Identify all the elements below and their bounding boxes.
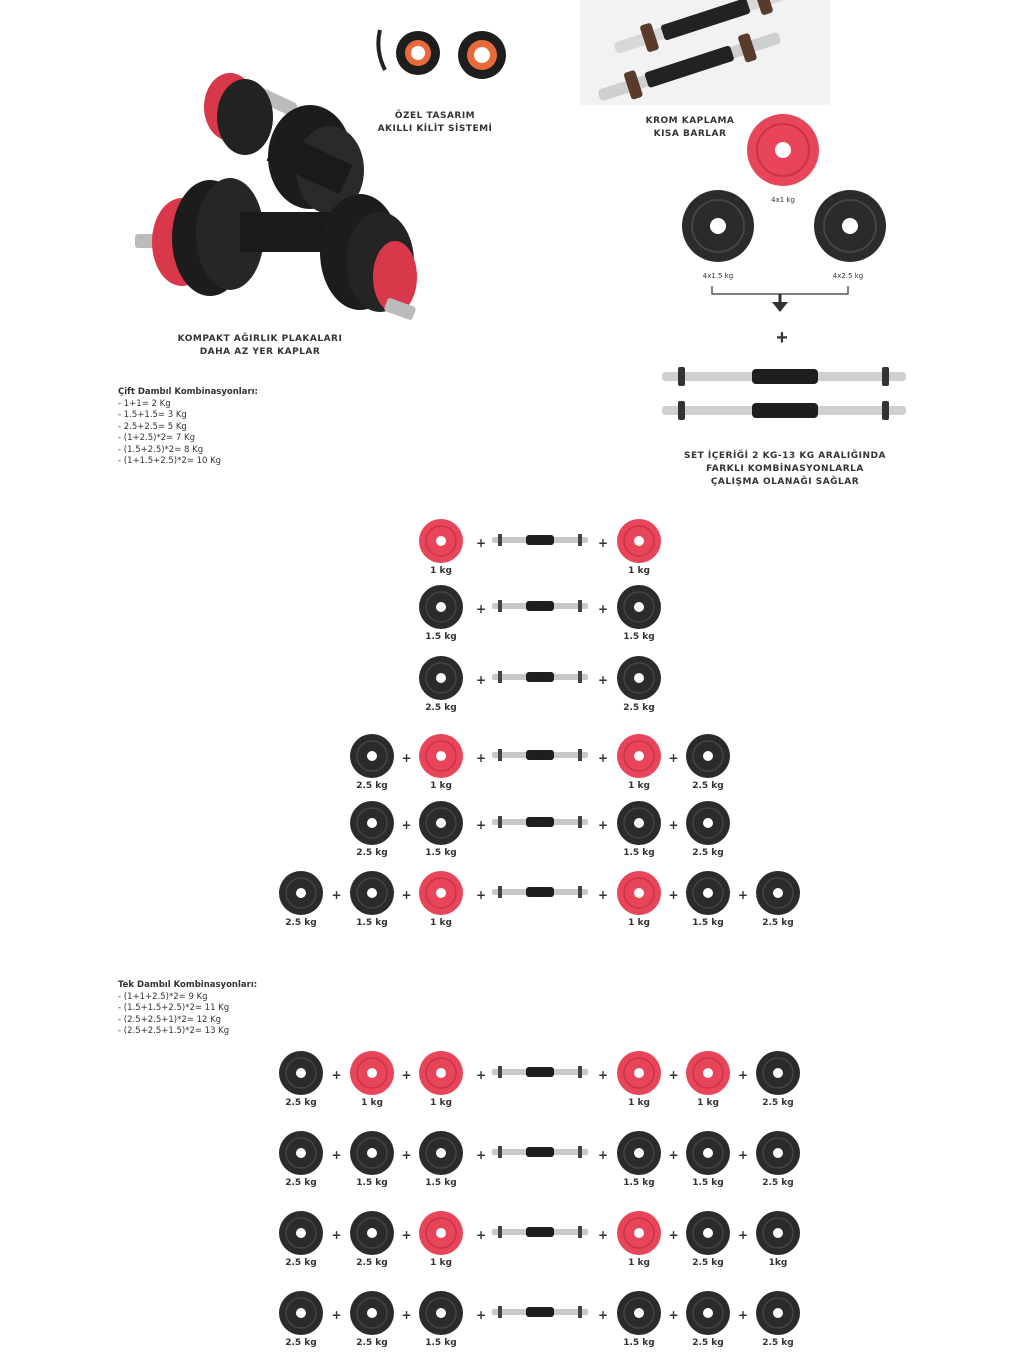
black-plate-icon xyxy=(349,870,395,916)
plate-15kg-label: 4x1.5 kg xyxy=(702,272,734,280)
plate-cell xyxy=(614,870,664,928)
plate-25kg-label: 4x2.5 kg xyxy=(832,272,864,280)
plus-sign: + xyxy=(475,1068,487,1082)
plus-sign: + xyxy=(597,818,609,832)
plate-cell xyxy=(753,1050,803,1108)
single-combo-title: Tek Dambıl Kombinasyonları: xyxy=(118,980,258,990)
plate-cell xyxy=(753,1210,803,1268)
plate-cell xyxy=(614,800,664,858)
plate-weight-label: 2.5 kg xyxy=(762,1338,794,1348)
plate-weight-label: 1 kg xyxy=(628,1258,650,1268)
black-plate-icon xyxy=(755,1050,801,1096)
plate-cell xyxy=(276,1130,326,1188)
plate-weight-label: 2.5 kg xyxy=(356,781,388,791)
single-combo-item: - (2.5+2.5+1)*2= 12 Kg xyxy=(118,1014,222,1025)
red-plate-icon xyxy=(685,1050,731,1096)
plus-sign: + xyxy=(401,818,412,832)
plate-cell xyxy=(614,584,664,642)
plate-cell xyxy=(683,800,733,858)
plate-weight-label: 2.5 kg xyxy=(285,1258,317,1268)
plate-weight-label: 2.5 kg xyxy=(623,703,655,713)
black-plate-icon xyxy=(278,1210,324,1256)
black-plate-icon xyxy=(349,1130,395,1176)
plus-sign: + xyxy=(597,751,609,765)
plate-cell xyxy=(416,1050,466,1108)
plus-sign: + xyxy=(475,1148,487,1162)
plate-weight-label: 1.5 kg xyxy=(356,918,388,928)
plus-sign: + xyxy=(597,888,609,902)
plate-weight-label: 1 kg xyxy=(430,918,452,928)
plate-cell xyxy=(614,518,664,576)
plate-weight-label: 2.5 kg xyxy=(692,781,724,791)
plate-cell xyxy=(683,733,733,791)
plate-weight-label: 1 kg xyxy=(628,918,650,928)
plate-weight-label: 2.5 kg xyxy=(356,1258,388,1268)
plate-weight-label: 1 kg xyxy=(430,1258,452,1268)
red-plate-icon xyxy=(616,870,662,916)
red-plate-1kg-image xyxy=(745,112,821,188)
double-combo-list xyxy=(118,387,258,468)
plate-weight-label: 1.5 kg xyxy=(425,632,457,642)
plate-weight-label: 1kg xyxy=(768,1258,788,1268)
plate-cell xyxy=(614,1210,664,1268)
double-combo-item: - (1+1.5+2.5)*2= 10 Kg xyxy=(118,456,222,466)
plate-cell xyxy=(416,655,466,713)
plus-sign: + xyxy=(668,1308,679,1322)
bars-caption: KROM KAPLAMA KISA BARLAR xyxy=(645,116,735,139)
plate-cell xyxy=(614,1130,664,1188)
black-plate-icon xyxy=(278,1050,324,1096)
plate-cell xyxy=(753,870,803,928)
black-plate-icon xyxy=(418,584,464,630)
plus-sign: + xyxy=(668,888,679,902)
plate-cell xyxy=(416,584,466,642)
plus-sign: + xyxy=(401,1228,412,1242)
plate-cell xyxy=(614,655,664,713)
plate-cell xyxy=(416,1290,466,1348)
plate-cell xyxy=(683,1050,733,1108)
plate-weight-label: 1.5 kg xyxy=(623,1178,655,1188)
double-combo-item: - 1.5+1.5= 3 Kg xyxy=(118,410,187,420)
plus-sign: + xyxy=(737,1308,749,1322)
plate-weight-label: 1.5 kg xyxy=(356,1178,388,1188)
plus-sign: + xyxy=(776,327,788,349)
red-plate-icon xyxy=(616,733,662,779)
short-bar-icon xyxy=(492,1305,588,1319)
plus-sign: + xyxy=(668,751,679,765)
plate-cell xyxy=(753,1130,803,1188)
black-plate-icon xyxy=(278,1130,324,1176)
plate-1kg-label: 4x1 kg xyxy=(771,196,795,204)
plate-cell xyxy=(753,1290,803,1348)
plus-sign: + xyxy=(475,536,487,550)
plate-weight-label: 1.5 kg xyxy=(425,1338,457,1348)
plus-sign: + xyxy=(737,888,749,902)
black-plate-icon xyxy=(616,1130,662,1176)
black-plate-icon xyxy=(755,1130,801,1176)
plate-weight-label: 2.5 kg xyxy=(692,1338,724,1348)
red-plate-icon xyxy=(349,1050,395,1096)
plate-weight-label: 1.5 kg xyxy=(425,848,457,858)
plus-sign: + xyxy=(597,1148,609,1162)
plate-weight-label: 1 kg xyxy=(628,1098,650,1108)
black-plate-icon xyxy=(685,1130,731,1176)
combination-row xyxy=(0,1290,1024,1360)
plus-sign: + xyxy=(737,1148,749,1162)
plate-cell xyxy=(347,870,397,928)
plate-cell xyxy=(614,1050,664,1108)
plate-weight-label: 2.5 kg xyxy=(692,1258,724,1268)
short-bar-icon xyxy=(492,670,588,684)
plate-weight-label: 2.5 kg xyxy=(762,918,794,928)
black-plate-icon xyxy=(349,1210,395,1256)
combination-row xyxy=(0,1050,1024,1120)
plate-cell xyxy=(347,1210,397,1268)
plate-weight-label: 1 kg xyxy=(430,1098,452,1108)
single-combo-item: - (1.5+1.5+2.5)*2= 11 Kg xyxy=(118,1003,230,1013)
plate-cell xyxy=(683,1210,733,1268)
plus-sign: + xyxy=(401,751,412,765)
plate-cell xyxy=(683,1130,733,1188)
plus-sign: + xyxy=(475,602,487,616)
double-combo-item: - (1.5+2.5)*2= 8 Kg xyxy=(118,444,204,455)
single-combo-list xyxy=(118,980,257,1038)
red-plate-icon xyxy=(418,518,464,564)
single-combo-item: - (2.5+2.5+1.5)*2= 13 Kg xyxy=(118,1026,230,1036)
combination-row xyxy=(0,1210,1024,1280)
plate-weight-label: 1 kg xyxy=(697,1098,719,1108)
plus-sign: + xyxy=(475,1308,487,1322)
plus-sign: + xyxy=(331,1308,342,1322)
plate-cell xyxy=(416,733,466,791)
plate-weight-label: 2.5 kg xyxy=(762,1178,794,1188)
combination-row xyxy=(0,518,1024,588)
black-plate-icon xyxy=(685,1210,731,1256)
black-plate-icon xyxy=(755,870,801,916)
plate-cell xyxy=(276,1210,326,1268)
plate-cell xyxy=(276,1050,326,1108)
bracket-arrow-icon xyxy=(700,282,860,318)
plate-weight-label: 2.5 kg xyxy=(425,703,457,713)
black-plate-icon xyxy=(349,733,395,779)
plate-weight-label: 1 kg xyxy=(628,566,650,576)
plus-sign: + xyxy=(331,1068,342,1082)
chrome-bars-image xyxy=(580,0,830,105)
black-plate-icon xyxy=(349,1290,395,1336)
plate-weight-label: 1 kg xyxy=(430,781,452,791)
plus-sign: + xyxy=(668,818,679,832)
plate-cell xyxy=(614,733,664,791)
combination-row xyxy=(0,1130,1024,1200)
plus-sign: + xyxy=(597,1068,609,1082)
plate-weight-label: 1.5 kg xyxy=(623,632,655,642)
plate-weight-label: 2.5 kg xyxy=(285,918,317,928)
black-plate-icon xyxy=(418,1130,464,1176)
black-plate-icon xyxy=(349,800,395,846)
single-combo-item: - (1+1+2.5)*2= 9 Kg xyxy=(118,991,208,1002)
combination-row xyxy=(0,584,1024,654)
plate-cell xyxy=(416,870,466,928)
plus-sign: + xyxy=(597,1228,609,1242)
plus-sign: + xyxy=(597,536,609,550)
plate-cell xyxy=(347,1290,397,1348)
black-plate-icon xyxy=(278,1290,324,1336)
plate-cell xyxy=(416,518,466,576)
plus-sign: + xyxy=(475,673,487,687)
plate-cell xyxy=(683,870,733,928)
black-plate-icon xyxy=(616,655,662,701)
plate-cell xyxy=(347,1050,397,1108)
short-bar-icon xyxy=(492,748,588,762)
black-plate-icon xyxy=(685,1290,731,1336)
short-bar-icon xyxy=(492,1065,588,1079)
black-plate-icon xyxy=(755,1210,801,1256)
plate-weight-label: 1.5 kg xyxy=(692,1178,724,1188)
black-plate-icon xyxy=(616,1290,662,1336)
red-plate-icon xyxy=(418,733,464,779)
black-plate-icon xyxy=(616,800,662,846)
plate-weight-label: 1 kg xyxy=(430,566,452,576)
lock-collar-image xyxy=(370,15,515,85)
black-plate-15kg-image xyxy=(680,188,756,264)
long-bars-image xyxy=(660,360,910,430)
double-combo-item: - 1+1= 2 Kg xyxy=(118,398,171,409)
set-caption: SET İÇERİĞİ 2 KG-13 KG ARALIĞINDA FARKLI KOMBİNASYONLARLA ÇALIŞMA OLANAĞI SAĞLAR xyxy=(684,451,886,487)
plate-weight-label: 1.5 kg xyxy=(623,1338,655,1348)
black-plate-icon xyxy=(418,800,464,846)
short-bar-icon xyxy=(492,815,588,829)
plate-cell xyxy=(347,733,397,791)
plus-sign: + xyxy=(737,1068,749,1082)
black-plate-25kg-image xyxy=(812,188,888,264)
plates-caption: KOMPAKT AĞIRLIK PLAKALARI DAHA AZ YER KAPLAR xyxy=(177,334,343,357)
plus-sign: + xyxy=(401,1068,412,1082)
double-combo-title: Çift Dambıl Kombinasyonları: xyxy=(118,387,258,397)
plate-weight-label: 2.5 kg xyxy=(762,1098,794,1108)
plate-cell xyxy=(416,1130,466,1188)
plate-cell xyxy=(416,1210,466,1268)
plate-weight-label: 2.5 kg xyxy=(285,1098,317,1108)
plus-sign: + xyxy=(475,751,487,765)
plate-cell xyxy=(347,800,397,858)
double-combo-item: - (1+2.5)*2= 7 Kg xyxy=(118,433,196,443)
short-bar-icon xyxy=(492,599,588,613)
combination-row xyxy=(0,800,1024,870)
plate-weight-label: 1 kg xyxy=(628,781,650,791)
plus-sign: + xyxy=(331,888,342,902)
red-plate-icon xyxy=(418,870,464,916)
plate-cell xyxy=(416,800,466,858)
combination-row xyxy=(0,733,1024,803)
plate-weight-label: 1.5 kg xyxy=(425,1178,457,1188)
plus-sign: + xyxy=(668,1228,679,1242)
plus-sign: + xyxy=(331,1228,342,1242)
short-bar-icon xyxy=(492,885,588,899)
black-plate-icon xyxy=(418,1290,464,1336)
plus-sign: + xyxy=(401,888,412,902)
black-plate-icon xyxy=(685,870,731,916)
plus-sign: + xyxy=(475,1228,487,1242)
lock-caption: ÖZEL TASARIM AKILLI KİLİT SİSTEMİ xyxy=(377,111,493,134)
short-bar-icon xyxy=(492,533,588,547)
plate-cell xyxy=(614,1290,664,1348)
black-plate-icon xyxy=(685,800,731,846)
plus-sign: + xyxy=(475,818,487,832)
black-plate-icon xyxy=(685,733,731,779)
plate-weight-label: 2.5 kg xyxy=(285,1178,317,1188)
double-combo-item: - 2.5+2.5= 5 Kg xyxy=(118,421,187,432)
plate-weight-label: 2.5 kg xyxy=(356,848,388,858)
red-plate-icon xyxy=(616,1050,662,1096)
dumbbell-hero-image xyxy=(130,62,430,332)
plus-sign: + xyxy=(401,1308,412,1322)
plate-weight-label: 1 kg xyxy=(361,1098,383,1108)
red-plate-icon xyxy=(616,518,662,564)
plus-sign: + xyxy=(331,1148,342,1162)
plus-sign: + xyxy=(401,1148,412,1162)
plate-cell xyxy=(347,1130,397,1188)
red-plate-icon xyxy=(616,1210,662,1256)
plus-sign: + xyxy=(668,1148,679,1162)
plus-sign: + xyxy=(597,1308,609,1322)
plus-sign: + xyxy=(597,673,609,687)
red-plate-icon xyxy=(418,1050,464,1096)
plus-sign: + xyxy=(597,602,609,616)
plus-sign: + xyxy=(668,1068,679,1082)
black-plate-icon xyxy=(418,655,464,701)
short-bar-icon xyxy=(492,1145,588,1159)
plate-weight-label: 2.5 kg xyxy=(285,1338,317,1348)
plate-cell xyxy=(276,870,326,928)
short-bar-icon xyxy=(492,1225,588,1239)
combination-row xyxy=(0,870,1024,940)
plate-cell xyxy=(276,1290,326,1348)
black-plate-icon xyxy=(616,584,662,630)
plate-weight-label: 1.5 kg xyxy=(623,848,655,858)
plate-weight-label: 2.5 kg xyxy=(692,848,724,858)
plate-weight-label: 1.5 kg xyxy=(692,918,724,928)
red-plate-icon xyxy=(418,1210,464,1256)
plus-sign: + xyxy=(475,888,487,902)
black-plate-icon xyxy=(755,1290,801,1336)
plus-sign: + xyxy=(737,1228,749,1242)
plate-weight-label: 2.5 kg xyxy=(356,1338,388,1348)
plate-cell xyxy=(683,1290,733,1348)
combination-row xyxy=(0,655,1024,725)
black-plate-icon xyxy=(278,870,324,916)
